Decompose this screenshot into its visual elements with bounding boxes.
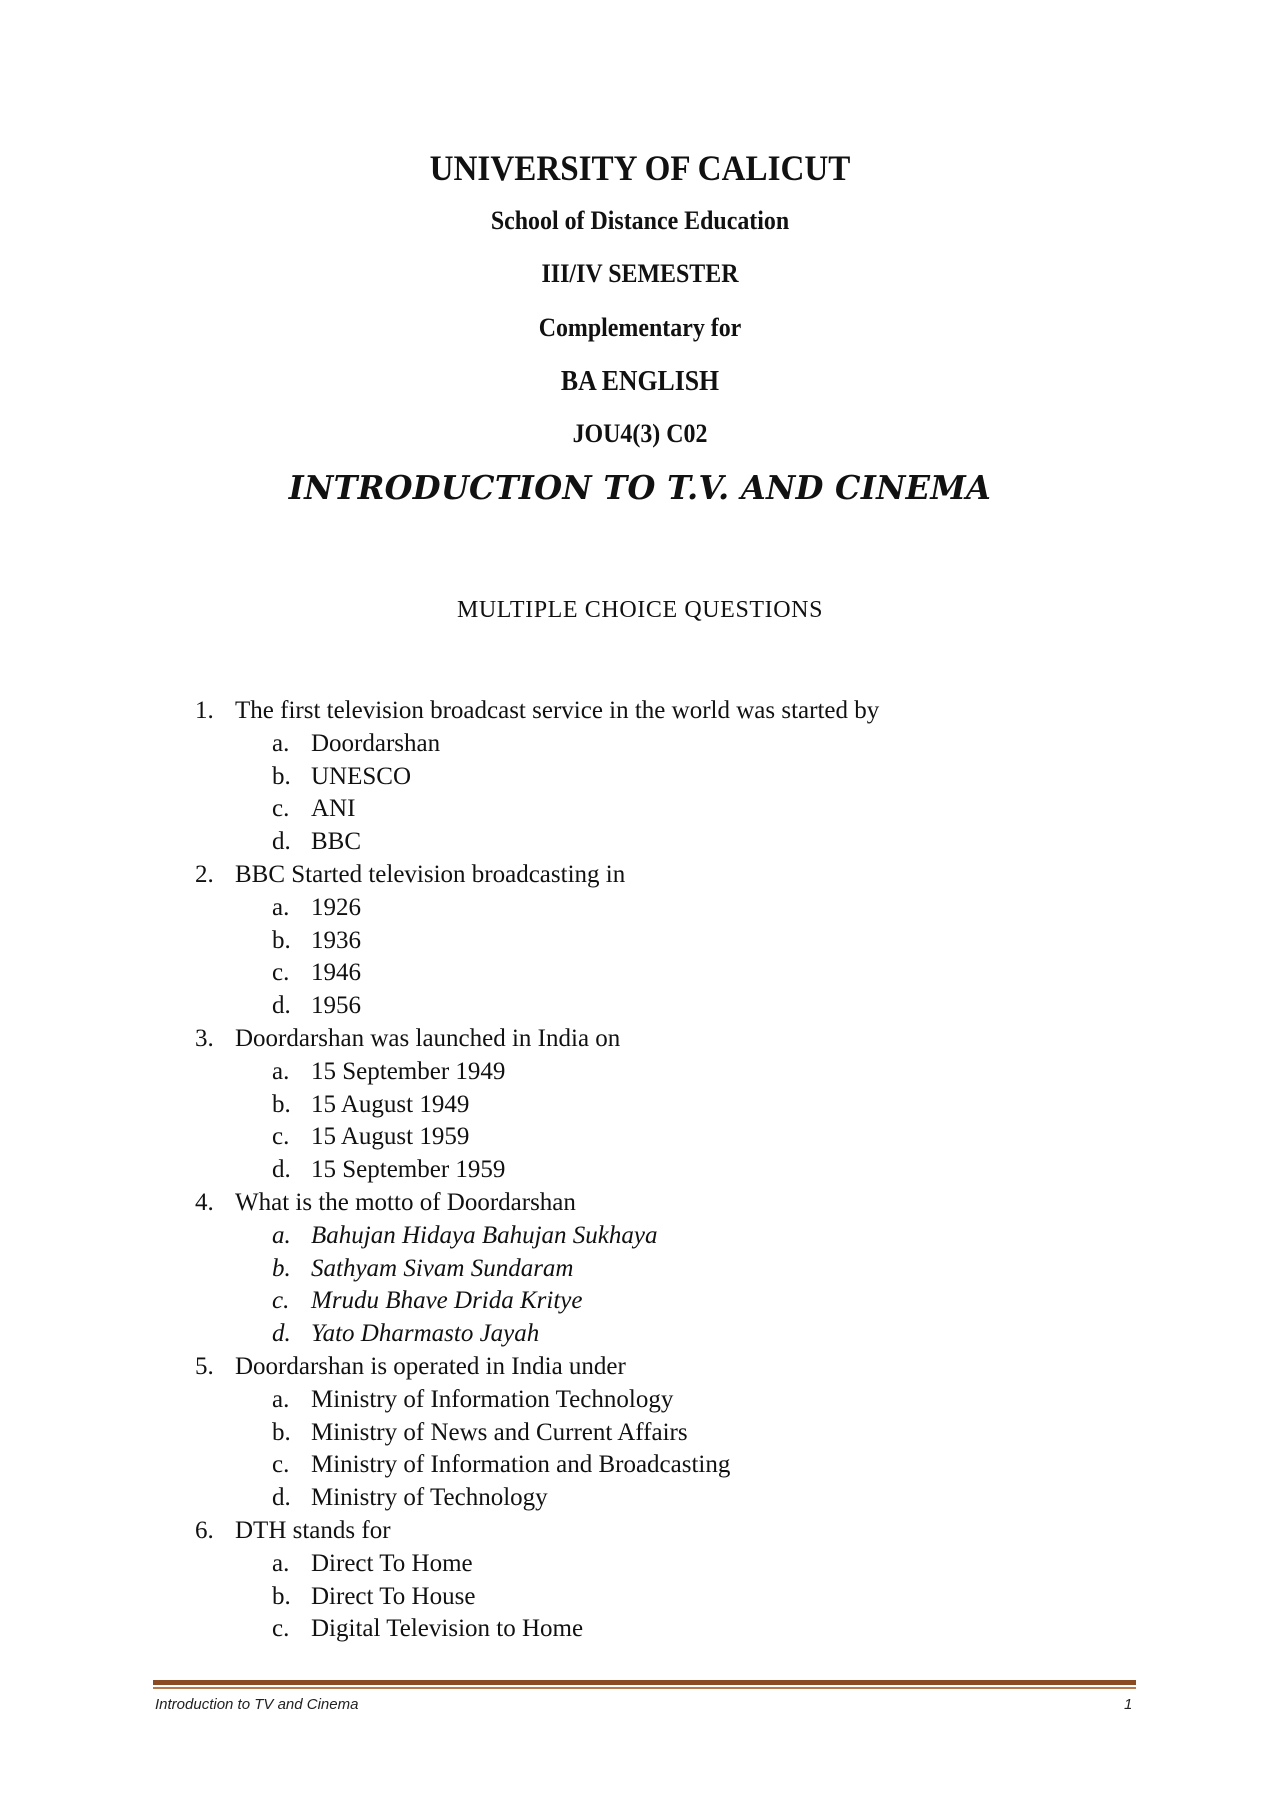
option-letter: c.	[272, 959, 290, 987]
option-text: UNESCO	[311, 762, 412, 790]
option-list	[195, 1384, 1155, 1515]
question-number: 3.	[195, 1024, 214, 1052]
school-name: School of Distance Education	[490, 206, 790, 235]
option-letter: a.	[272, 1221, 291, 1249]
option-text: 1926	[311, 893, 361, 921]
option-letter: b.	[272, 1582, 291, 1610]
programme-name: BA ENGLISH	[560, 366, 720, 397]
option-letter: a.	[272, 1549, 290, 1577]
option-text: Direct To House	[311, 1582, 476, 1610]
question-text: The first television broadcast service in the world was started by	[235, 697, 880, 724]
option-item	[195, 1220, 1155, 1253]
question-text-line	[195, 1351, 1155, 1384]
section-heading: MULTIPLE CHOICE QUESTIONS	[456, 597, 824, 623]
page-number: 1	[1124, 1696, 1133, 1713]
option-text: Yato Dharmasto Jayah	[311, 1320, 540, 1348]
option-letter: c.	[272, 1123, 290, 1151]
option-item	[195, 1121, 1155, 1154]
option-list	[195, 728, 1155, 859]
option-list	[195, 892, 1155, 1023]
option-item	[195, 761, 1155, 794]
option-letter: b.	[272, 1418, 291, 1446]
question-list	[195, 695, 1155, 1646]
question-text-line	[195, 1187, 1155, 1220]
option-item	[195, 990, 1155, 1023]
title-block	[0, 148, 1280, 507]
option-text: 1936	[311, 926, 361, 954]
question-item	[195, 1023, 1155, 1187]
option-text: BBC	[311, 828, 362, 856]
option-item	[195, 1581, 1155, 1614]
option-item	[195, 892, 1155, 925]
question-text: What is the motto of Doordarshan	[235, 1188, 576, 1216]
question-text-line	[195, 1023, 1155, 1056]
question-item	[195, 1351, 1155, 1515]
option-letter: c.	[272, 795, 290, 823]
option-text: 15 August 1949	[311, 1090, 470, 1118]
option-text: 15 September 1959	[311, 1156, 506, 1184]
option-item	[195, 925, 1155, 958]
semester: III/IV SEMESTER	[541, 259, 739, 288]
footer-divider	[153, 1680, 1136, 1685]
option-list	[195, 1056, 1155, 1187]
option-item	[195, 1318, 1155, 1351]
option-item	[195, 826, 1155, 859]
option-letter: b.	[272, 1090, 291, 1118]
option-letter: b.	[272, 1254, 291, 1282]
option-letter: d.	[272, 828, 291, 856]
question-text-line	[195, 695, 1155, 728]
option-letter: c.	[272, 1287, 290, 1315]
question-number: 5.	[195, 1352, 214, 1380]
option-text: Ministry of Information Technology	[311, 1385, 674, 1413]
university-name: UNIVERSITY OF CALICUT	[429, 148, 851, 188]
question-number: 2.	[195, 860, 214, 888]
question-text: BBC Started television broadcasting in	[235, 860, 626, 888]
question-item	[195, 695, 1155, 859]
option-list	[195, 1548, 1155, 1646]
option-item	[195, 793, 1155, 826]
question-text: Doordarshan was launched in India on	[235, 1024, 621, 1052]
option-letter: a.	[272, 1385, 290, 1413]
option-item	[195, 1613, 1155, 1646]
option-list	[195, 1220, 1155, 1351]
option-text: Ministry of Information and Broadcasting	[311, 1451, 731, 1479]
option-text: 1956	[311, 992, 361, 1020]
question-number: 1.	[195, 697, 214, 724]
option-item	[195, 1253, 1155, 1286]
option-text: 15 September 1949	[311, 1057, 506, 1085]
option-item	[195, 1449, 1155, 1482]
course-code: JOU4(3) C02	[572, 419, 708, 448]
option-text: Doordarshan	[311, 729, 441, 757]
option-letter: b.	[272, 762, 291, 790]
option-text: Mrudu Bhave Drida Kritye	[311, 1287, 583, 1315]
option-letter: d.	[272, 1320, 291, 1348]
option-item	[195, 1154, 1155, 1187]
question-number: 4.	[195, 1188, 214, 1216]
question-item	[195, 1187, 1155, 1351]
option-text: Ministry of Technology	[311, 1484, 548, 1512]
option-letter: a.	[272, 893, 290, 921]
footer-title: Introduction to TV and Cinema	[155, 1696, 359, 1713]
complementary-label: Complementary for	[538, 313, 742, 342]
option-letter: a.	[272, 1057, 290, 1085]
option-letter: a.	[272, 729, 290, 757]
option-letter: d.	[272, 992, 291, 1020]
option-text: Direct To Home	[311, 1549, 473, 1577]
option-text: 15 August 1959	[311, 1123, 470, 1151]
question-text-line	[195, 859, 1155, 892]
option-item	[195, 1482, 1155, 1515]
option-letter: c.	[272, 1615, 290, 1643]
option-text: Ministry of News and Current Affairs	[311, 1418, 688, 1446]
option-item	[195, 1056, 1155, 1089]
option-item	[195, 1285, 1155, 1318]
option-item	[195, 728, 1155, 761]
question-item	[195, 859, 1155, 1023]
option-item	[195, 1384, 1155, 1417]
option-letter: d.	[272, 1484, 291, 1512]
option-item	[195, 1548, 1155, 1581]
question-text-line	[195, 1515, 1155, 1548]
question-item	[195, 1515, 1155, 1646]
option-letter: d.	[272, 1156, 291, 1184]
option-text: Sathyam Sivam Sundaram	[311, 1254, 574, 1282]
option-letter: c.	[272, 1451, 290, 1479]
course-title: INTRODUCTION TO T.V. AND CINEMA	[288, 468, 992, 507]
footer-divider-thin	[153, 1687, 1136, 1689]
option-text: Digital Television to Home	[311, 1615, 584, 1643]
question-text: DTH stands for	[235, 1516, 391, 1544]
option-item	[195, 1417, 1155, 1450]
option-item	[195, 1089, 1155, 1122]
question-number: 6.	[195, 1516, 214, 1544]
option-text: 1946	[311, 959, 361, 987]
option-letter: b.	[272, 926, 291, 954]
option-text: ANI	[311, 795, 356, 823]
question-text: Doordarshan is operated in India under	[235, 1352, 626, 1380]
option-item	[195, 957, 1155, 990]
option-text: Bahujan Hidaya Bahujan Sukhaya	[311, 1221, 658, 1249]
